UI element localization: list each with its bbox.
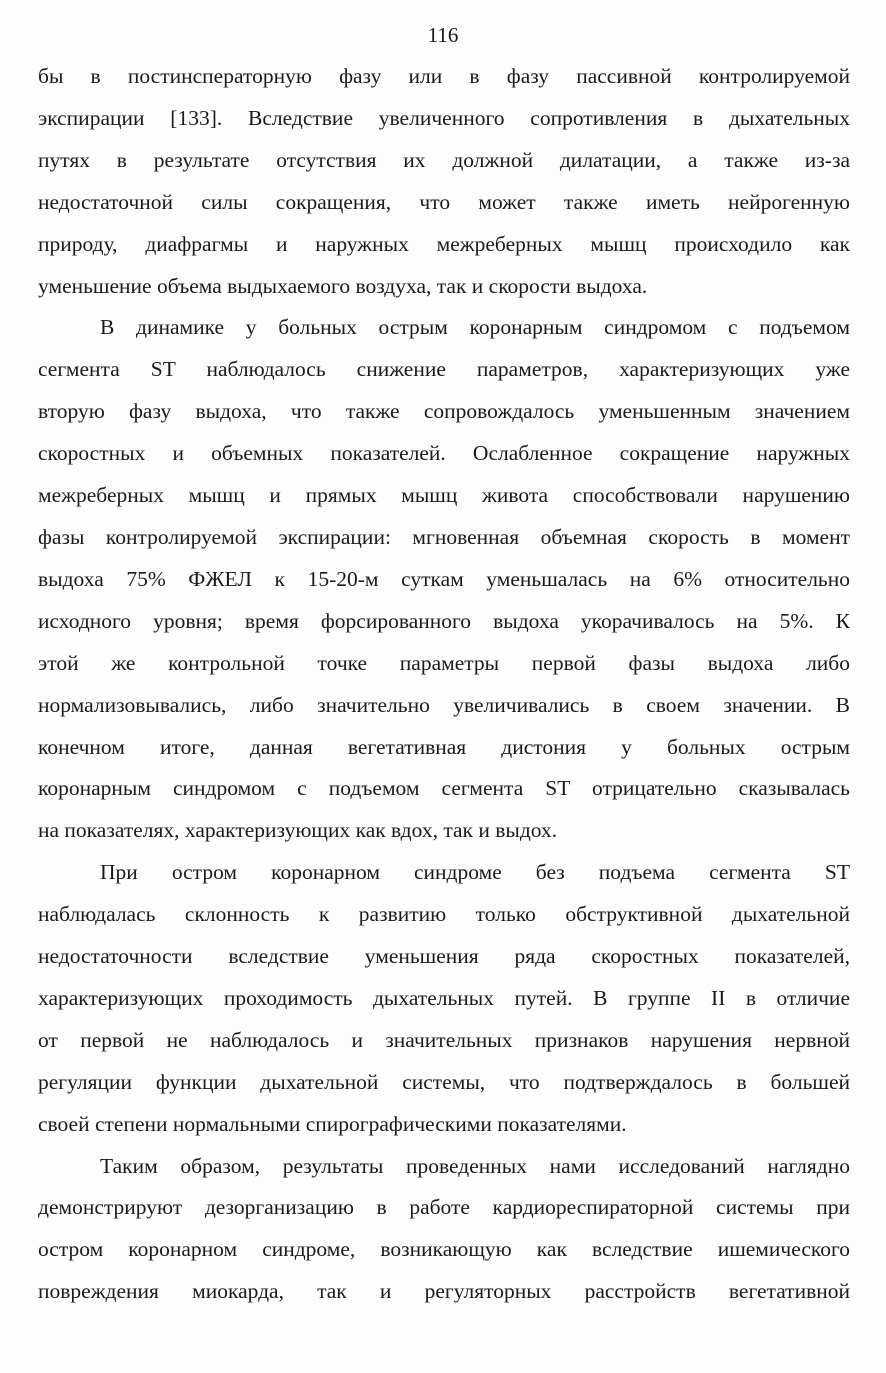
text-line: экспирации [133]. Вследствие увеличенного сопротивления в дыхательных bbox=[38, 105, 850, 130]
text-line: наблюдалась склонность к развитию только обструктивной дыхательной bbox=[38, 902, 850, 927]
text-line: своей степени нормальными спирографическими показателями. bbox=[38, 1111, 627, 1136]
text-line: При остром коронарном синдроме без подъема сегмента ST bbox=[100, 860, 850, 885]
text-line: недостаточной силы сокращения, что может также иметь нейрогенную bbox=[38, 189, 850, 214]
text-line: повреждения миокарда, так и регуляторных расстройств вегетативной bbox=[38, 1279, 850, 1304]
text-line: на показателях, характеризующих как вдох, так и выдох. bbox=[38, 818, 558, 843]
document-body bbox=[38, 56, 850, 1313]
text-line: остром коронарном синдроме, возникающую как вследствие ишемического bbox=[38, 1237, 850, 1262]
paragraph-3 bbox=[38, 852, 850, 1145]
text-line: Таким образом, результаты проведенных нами исследований наглядно bbox=[100, 1153, 850, 1178]
text-line: скоростных и объемных показателей. Ослабленное сокращение наружных bbox=[38, 441, 850, 466]
text-line: межреберных мышц и прямых мышц живота способствовали нарушению bbox=[38, 483, 850, 508]
text-line: исходного уровня; время форсированного выдоха укорачивалось на 5%. К bbox=[38, 608, 850, 633]
text-line: бы в постинсператорную фазу или в фазу пассивной контролируемой bbox=[38, 64, 850, 88]
text-line: демонстрируют дезорганизацию в работе кардиореспираторной системы при bbox=[38, 1195, 850, 1220]
text-line: уменьшение объема выдыхаемого воздуха, так и скорости выдоха. bbox=[38, 273, 648, 298]
page-number: 116 bbox=[427, 23, 459, 47]
text-line: вторую фазу выдоха, что также сопровождалось уменьшенным значением bbox=[38, 399, 850, 424]
text-line: природу, диафрагмы и наружных межреберных мышц происходило как bbox=[38, 231, 850, 256]
text-line: сегмента ST наблюдалось снижение параметров, характеризующих уже bbox=[38, 357, 850, 382]
text-line: конечном итоге, данная вегетативная дистония у больных острым bbox=[38, 734, 850, 759]
text-line: характеризующих проходимость дыхательных путей. В группе II в отличие bbox=[38, 985, 850, 1010]
text-line: нормализовывались, либо значительно увеличивались в своем значении. В bbox=[38, 692, 850, 717]
text-line: недостаточности вследствие уменьшения ряда скоростных показателей, bbox=[38, 944, 850, 969]
text-line: этой же контрольной точке параметры первой фазы выдоха либо bbox=[38, 650, 850, 675]
paragraph-4 bbox=[38, 1146, 850, 1314]
paragraph-1 bbox=[38, 56, 850, 307]
text-line: от первой не наблюдалось и значительных признаков нарушения нервной bbox=[38, 1027, 850, 1052]
text-line: В динамике у больных острым коронарным синдромом с подъемом bbox=[100, 315, 850, 340]
paragraph-2 bbox=[38, 307, 850, 852]
text-line: регуляции функции дыхательной системы, что подтверждалось в большей bbox=[38, 1069, 850, 1094]
text-line: фазы контролируемой экспирации: мгновенная объемная скорость в момент bbox=[38, 524, 850, 549]
text-line: путях в результате отсутствия их должной дилатации, а также из-за bbox=[38, 147, 850, 172]
text-line: выдоха 75% ФЖЕЛ к 15-20-м суткам уменьшалась на 6% относительно bbox=[38, 566, 850, 591]
text-line: коронарным синдромом с подъемом сегмента ST отрицательно сказывалась bbox=[38, 776, 850, 801]
